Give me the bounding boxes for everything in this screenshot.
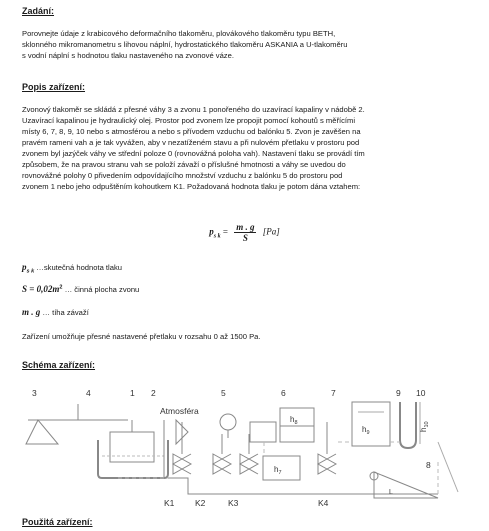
balance-pan-left (26, 420, 58, 444)
valve-label-k2: K2 (195, 498, 206, 508)
definition-line (22, 284, 139, 294)
valve-k2 (213, 454, 231, 474)
valve-label-k4: K4 (318, 498, 329, 508)
range-line: Zařízení umožňuje přesné nastavené přetlaku v rozsahu 0 až 1500 Pa. (22, 332, 261, 341)
task-line: sklonného mikromanometru s lihovou náplní, hydrostatického tlakoměru ASKANIA a U-tlakoměru (22, 40, 348, 49)
task-line: s vodní náplní s hodnotou tlaku nastaveného na zvonové váze. (22, 51, 234, 60)
definition-text: … tíha závaží (40, 308, 89, 317)
description-line: zvonem byl jazýček váhy ve střední poloze 0 (rovnovážná poloha vah). Nastavení tlaku se provádí tím (22, 149, 365, 158)
definition-line (22, 262, 122, 275)
definition-text: … činná plocha zvonu (62, 285, 140, 294)
label-2: 2 (151, 388, 156, 398)
label-5: 5 (221, 388, 226, 398)
description-line: způsobem, že na pravou stranu vah se položí závaží o příslušné hmotnosti a váhy se uvedou do (22, 160, 346, 169)
task-line: Porovnejte údaje z krabicového deformačního tlakoměru, plovákového tlakoměru typu BETH, (22, 29, 336, 38)
label-4: 4 (86, 388, 91, 398)
label-6: 6 (281, 388, 286, 398)
valve-label-k1: K1 (164, 498, 175, 508)
description-line: zvonem 1 nebo jeho odpuštěním kohoutkem K1. Požadovaná hodnota tlaku je potom dána vztahem: (22, 182, 361, 191)
description-line: Uzavírací kapalinou je hydraulický olej. Prostor pod zvonem lze propojit pomocí kohoutů s měřícími (22, 116, 356, 125)
apparatus-schematic (18, 382, 478, 510)
valve-k4 (318, 454, 336, 474)
h9-label: $h_9$ (362, 425, 370, 436)
vessel (98, 440, 168, 478)
label-8: 8 (426, 460, 431, 470)
valve-k1 (173, 454, 191, 474)
description-line: rovnovážné polohy 0 přivedením odpovídajícího množství vzduchu z balónku 5 do prostoru pod (22, 171, 343, 180)
definition-symbol: p (22, 262, 27, 272)
gauge-h7 (263, 456, 300, 480)
description-heading: Popis zařízení: (22, 82, 86, 92)
usage-heading: Použitá zařízení: (22, 517, 93, 527)
task-paragraph (22, 28, 470, 61)
definition-line (22, 307, 89, 317)
description-line: pravém rameni vah a je tak vyvážen, aby v nezatíženém stavu a při nulovém přetlaku v prostoru pod (22, 138, 360, 147)
formula-equals: = (222, 226, 228, 237)
formula-fraction (234, 222, 256, 243)
formula-unit: [Pa] (262, 226, 280, 237)
u-tube (400, 402, 416, 448)
bell (110, 432, 154, 462)
h7-label: $h_7$ (274, 465, 282, 476)
pressure-formula (0, 222, 489, 243)
definition-sup: 2 (59, 284, 63, 291)
definition-text: …skutečná hodnota tlaku (34, 263, 122, 272)
label-10: 10 (416, 388, 426, 398)
askania-gauge (352, 402, 390, 446)
formula-denominator: S (242, 233, 248, 243)
h10-label: $h_{10}$ (419, 421, 430, 432)
formula-numerator: m . g (236, 222, 255, 232)
atmosphere-label: Atmosféra (160, 406, 199, 416)
description-paragraph (22, 104, 470, 192)
schema-heading: Schéma zařízení: (22, 360, 96, 370)
formula-lhs: p (209, 226, 214, 237)
valve-k3 (240, 454, 258, 474)
label-1: 1 (130, 388, 135, 398)
description-line: Zvonový tlakoměr se skládá z přesné váhy 3 a zvonu 1 ponořeného do uzavírací kapaliny v nádobě 2. (22, 105, 365, 114)
label-3: 3 (32, 388, 37, 398)
description-line: místy 6, 7, 8, 9, 10 nebo s atmosférou a nebo s přívodem vzduchu od balónku 5. Zvon je zavěšen na (22, 127, 361, 136)
label-9: 9 (396, 388, 401, 398)
label-7: 7 (331, 388, 336, 398)
h8-label: $h_8$ (290, 415, 298, 426)
l-label: L (389, 489, 393, 496)
balloon (220, 414, 236, 430)
bellows-gauge (250, 422, 276, 442)
task-heading: Zadání: (22, 6, 55, 16)
valve-label-k3: K3 (228, 498, 239, 508)
definition-sub: s k (26, 268, 35, 275)
definition-symbol: S = 0,02m (22, 284, 60, 294)
formula-lhs-sub: s k (213, 233, 221, 240)
definition-symbol: m . g (22, 307, 41, 317)
